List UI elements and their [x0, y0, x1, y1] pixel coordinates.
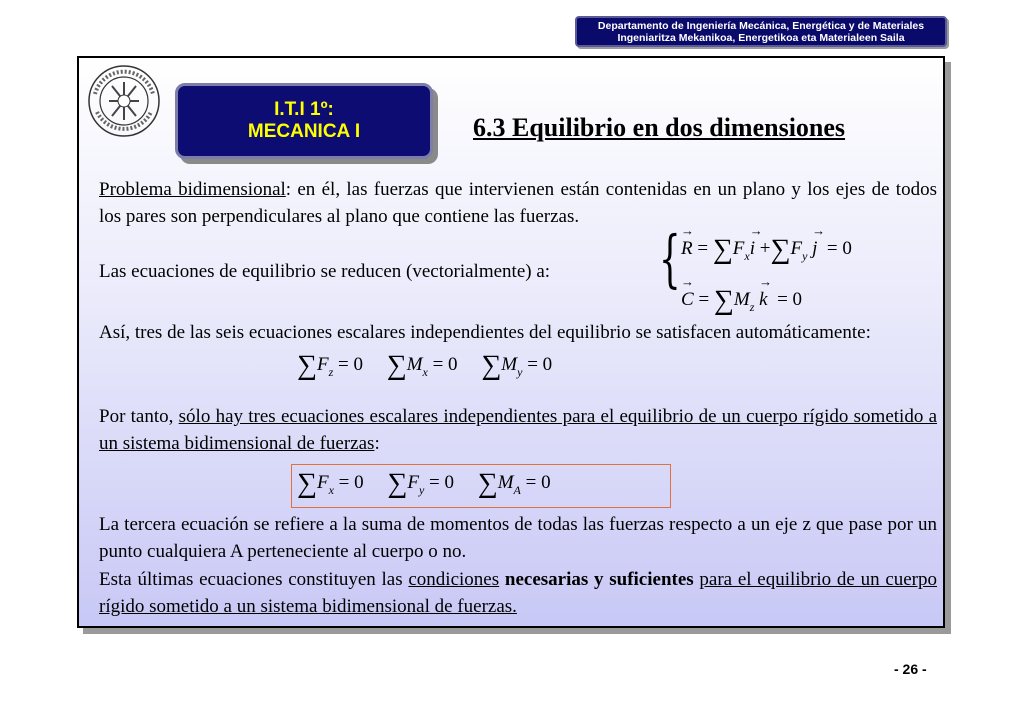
- equation-moment: → $C = \sum M_z \to k = 0$: [681, 285, 802, 317]
- department-banner: [575, 16, 947, 47]
- equation-brace: {: [659, 222, 681, 295]
- slide-title: 6.3 Equilibrio en dos dimensiones: [473, 113, 846, 142]
- slide-panel: [77, 56, 945, 628]
- equation-equilibrium-2d: $\sum F_x = 0$ $\sum F_y = 0$ $\sum M_A = 0$: [297, 468, 551, 499]
- definition-text: : en él, las fuerzas que intervienen están contenidas en un plano y los ejes de todos los pares son perpendiculares al plano que contiene las fuerzas.: [99, 179, 937, 227]
- p4-end: :: [374, 433, 380, 454]
- paragraph-definition: [99, 176, 937, 230]
- paragraph-vector-equations: Las ecuaciones de equilibrio se reducen (vectorialmente) a:: [99, 261, 551, 282]
- p6-condiciones: condiciones: [408, 569, 500, 590]
- p4-underlined: sólo hay tres ecuaciones escalares independientes para el equilibrio de un cuerpo rígido sometido a un sistema bidimensional de fuerzas: [99, 406, 937, 454]
- paragraph-three-equations: [99, 403, 937, 457]
- university-seal-icon: [87, 64, 161, 138]
- course-name: MECANICA I: [247, 121, 361, 142]
- paragraph-conditions: [99, 566, 937, 620]
- p6-start: Esta últimas ecuaciones constituyen las: [99, 569, 409, 590]
- paragraph-third-equation: La tercera ecuación se refiere a la suma de momentos de todas las fuerzas respecto a un eje z que pase por un punto cualquiera A perteneciente al cuerpo o no.: [99, 514, 937, 562]
- p6-para-el-equilibrio: para el equilibrio de un cuerpo rígido sometido a un sistema bidimensional de fuerzas.: [99, 569, 938, 617]
- course-code: I.T.I 1º:: [274, 99, 334, 120]
- course-badge: [175, 83, 433, 159]
- term-problema-bidimensional: Problema bidimensional: [99, 179, 286, 200]
- page-number: - 26 -: [894, 661, 927, 677]
- p4-start: Por tanto,: [99, 406, 179, 427]
- paragraph-automatic: Así, tres de las seis ecuaciones escalares independientes del equilibrio se satisfacen automáticamente:: [99, 322, 871, 343]
- p6-necesarias: necesarias y suficientes: [504, 569, 694, 590]
- equation-automatic-set: $\sum F_z = 0$ $\sum M_x = 0$ $\sum M_y = 0$: [297, 350, 553, 381]
- department-name-es: Departamento de Ingeniería Mecánica, Energética y de Materiales: [597, 20, 925, 32]
- department-name-eu: Ingeniaritza Mekanikoa, Energetikoa eta Materialeen Saila: [617, 32, 905, 44]
- equation-resultant: → $R = \sum F_x\to i +\sum F_y \to j = 0$: [681, 234, 852, 266]
